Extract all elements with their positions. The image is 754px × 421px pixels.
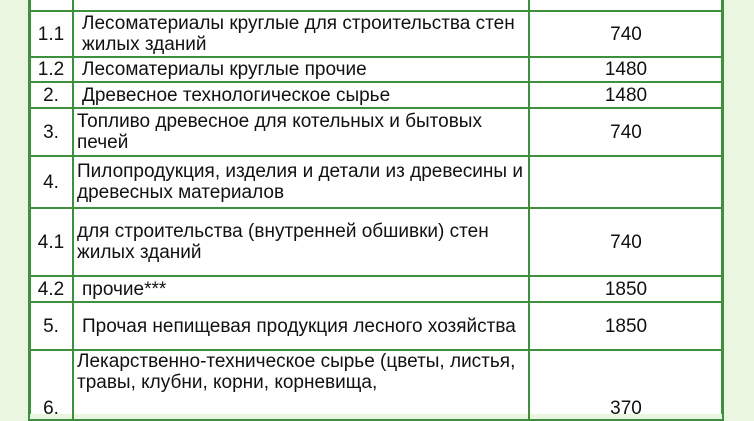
row-number: 4.2 xyxy=(29,276,73,302)
row-number: 5. xyxy=(29,302,73,350)
table-row xyxy=(29,208,723,276)
row-number: 1.1 xyxy=(29,11,73,57)
row-value: 1850 xyxy=(529,276,723,302)
table-row xyxy=(29,11,723,57)
row-name: Древесное технологическое сырье xyxy=(73,82,529,108)
table-row xyxy=(29,276,723,302)
row-value: 370 xyxy=(529,350,723,420)
row-value: 740 xyxy=(529,11,723,57)
row-name: Лесоматериалы круглые для строительства стен жилых зданий xyxy=(73,11,529,57)
table-row xyxy=(29,82,723,108)
row-name: Лекарственно-техническое сырье (цветы, листья, травы, клубни, корни, корневища, xyxy=(73,350,529,420)
row-number: 4. xyxy=(29,156,73,208)
table-row xyxy=(29,57,723,82)
row-name: Прочая непищевая продукция лесного хозяйства xyxy=(73,302,529,350)
table-row xyxy=(29,350,723,420)
row-value xyxy=(529,156,723,208)
row-name: прочие*** xyxy=(73,276,529,302)
row-value: 1480 xyxy=(529,82,723,108)
table-row xyxy=(29,108,723,156)
row-value: 1850 xyxy=(529,302,723,350)
table-row xyxy=(29,302,723,350)
row-name: Пилопродукция, изделия и детали из древесины и древесных материалов xyxy=(73,156,529,208)
row-name: для строительства (внутренней обшивки) стен жилых зданий xyxy=(73,208,529,276)
row-number xyxy=(29,0,73,11)
row-value xyxy=(529,0,723,11)
row-number: 3. xyxy=(29,108,73,156)
row-value: 740 xyxy=(529,208,723,276)
row-number: 4.1 xyxy=(29,208,73,276)
row-value: 1480 xyxy=(529,57,723,82)
row-number: 2. xyxy=(29,82,73,108)
row-number: 6. xyxy=(29,350,73,420)
table-row xyxy=(29,0,723,11)
row-name xyxy=(73,0,529,11)
row-name: Лесоматериалы круглые прочие xyxy=(73,57,529,82)
row-number: 1.2 xyxy=(29,57,73,82)
price-table xyxy=(28,0,724,421)
row-name: Топливо древесное для котельных и бытовых печей xyxy=(73,108,529,156)
row-value: 740 xyxy=(529,108,723,156)
table-row xyxy=(29,156,723,208)
